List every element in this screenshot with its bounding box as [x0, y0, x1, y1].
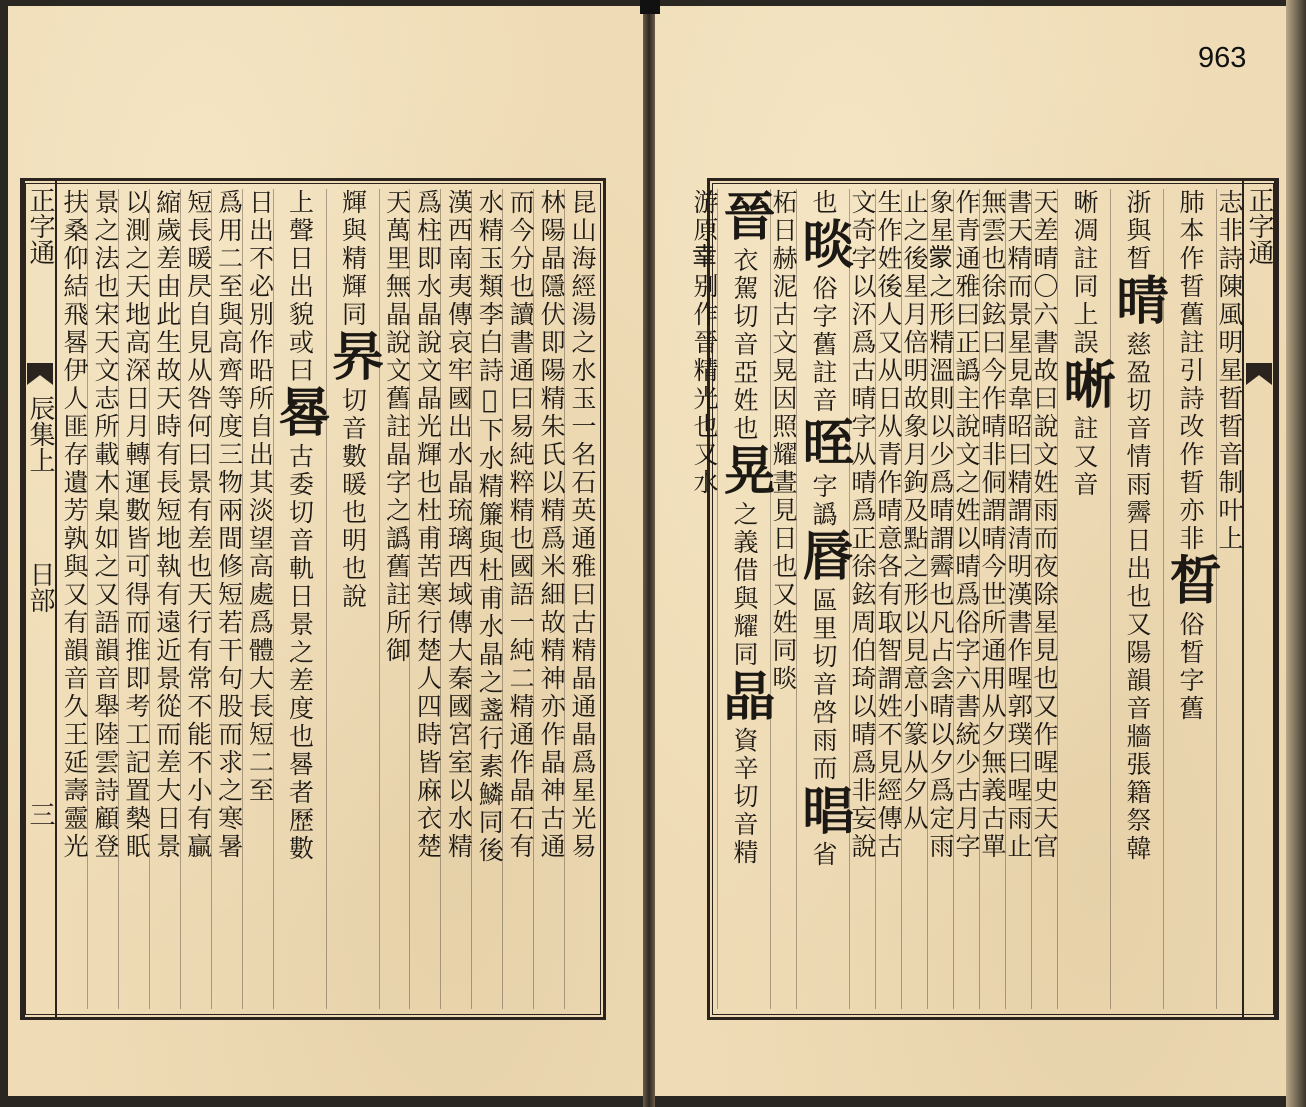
headword: 晰 [1054, 357, 1115, 415]
text-run: 字譌 [809, 473, 838, 529]
text-column [379, 189, 410, 1009]
text-run: 爲用二至與高齊等度三物兩間修短若干句股而求之寒暑 [214, 189, 244, 861]
text-run: 晶字之譌舊註所御 [382, 441, 412, 665]
text-run: 晝見日也又姓 [769, 469, 798, 637]
text-run: 無雲也徐鉉曰今作晴非侗謂晴今世所通用从夕無義古單 [978, 189, 1007, 861]
headword: 昦 [322, 329, 384, 387]
text-column [269, 189, 331, 1009]
book-gutter [643, 0, 655, 1107]
text-column [322, 189, 384, 1009]
text-run: 而今分也讀書通曰易純粹精也國語一純二精通作晶石有 [506, 189, 536, 861]
text-run: 林陽晶隱伏即陽精朱氏以精爲米細故精神亦作晶神古通 [537, 189, 567, 861]
text-column [901, 189, 927, 1009]
right-text-frame [690, 178, 1279, 1020]
text-column [87, 189, 118, 1009]
headword: 晱 [793, 217, 854, 275]
text-column [1054, 189, 1115, 1009]
text-run: 短長暖昃自見从咎何曰景有差也天行有常不能不小有贏 [183, 189, 213, 861]
text-run: 輝與精輝同 [338, 189, 368, 329]
text-run: 切音數暖也明也說 [338, 387, 368, 611]
text-run: 註同上誤 [1070, 245, 1099, 357]
text-run: 古委切音軌日景之差度也晷者歷數 [285, 443, 315, 863]
text-column [1031, 189, 1057, 1009]
text-run: 同晱 [769, 637, 798, 693]
text-run: 日出不必別作㫟所自出其淡望高處爲體大長短二至 [245, 189, 275, 805]
text-column [149, 189, 180, 1009]
text-column [979, 189, 1005, 1009]
headword: 晉 [714, 189, 775, 247]
text-run: 註又音 [1070, 415, 1099, 499]
text-column [849, 189, 875, 1009]
text-run: 省 [809, 841, 838, 869]
text-column [1160, 189, 1221, 1009]
text-column [533, 189, 567, 1009]
headword: 晳 [1160, 553, 1221, 611]
text-column [211, 189, 242, 1009]
text-run: 以測之天地高深日月轉運數皆可得而推即考工記置槷眂 [121, 189, 151, 861]
text-run: 上聲日出貌或曰 [285, 189, 315, 385]
text-run: 止之後星月倍明故象月鉤及點之形以見意小篆从夕从 [900, 189, 929, 833]
text-run: 漢西南夷傳哀牢國出水晶琉璃西域傳大秦國宮室以水精 [444, 189, 474, 861]
text-column [1107, 189, 1168, 1009]
text-run: 俗晳字舊 [1176, 611, 1205, 723]
text-column [770, 189, 796, 1009]
text-run: 柘日赫泥 [769, 189, 798, 301]
left-text-columns [57, 189, 595, 1009]
text-run: 書天精而景星見韋昭曰精謂清明漢書作暒郭璞曰暒雨止 [1004, 189, 1033, 861]
text-run: 浙與晳 [1123, 189, 1152, 273]
text-run: 水精玉類李白詩𨚑下水精簾與杜甫水晶之盞行素鱗同後 [475, 189, 505, 865]
book-title-label: 正字通 [1244, 187, 1274, 265]
headword: 晿 [793, 783, 854, 841]
text-column [1216, 189, 1242, 1009]
text-column [564, 189, 595, 1009]
text-column [57, 189, 90, 1009]
text-run: 游原𦍒别作晉 [690, 189, 719, 357]
text-column [242, 189, 273, 1009]
text-column [471, 189, 505, 1009]
text-run: 精光也又水 [690, 357, 719, 497]
radical-label: 日部 [25, 561, 55, 613]
text-column [180, 189, 211, 1009]
text-run: 資辛切音精 [730, 727, 759, 867]
text-run: 古文晃因照耀 [769, 301, 798, 469]
text-column [927, 189, 953, 1009]
text-column [118, 189, 149, 1009]
text-run: 肺本作晢舊註引詩改作晢亦非 [1176, 189, 1205, 553]
text-column [440, 189, 474, 1009]
text-run: 縮歲差由此生故天時有長短地執有遠近景從而差大日景 [152, 189, 182, 861]
text-run: 生作姓後人又从日从青作晴意各有取智謂姓不見經傳古 [874, 189, 903, 861]
text-run: 昆山海經湯之水玉一名石英通雅曰古精晶通晶爲星光易 [568, 189, 597, 861]
spine-top-mark [640, 0, 660, 14]
right-text-columns [690, 189, 1244, 1009]
text-run: 天差晴〇六書故曰說文姓雨而夜除星見也又作暒史天官 [1030, 189, 1059, 861]
text-run: 作青通雅曰正譌主說文之姓以晴爲俗字六書統少古月字 [952, 189, 981, 861]
text-run: 慈盈切音情雨霽日出也又陽韻音牆張籍祭韓 [1123, 331, 1152, 863]
headword: 㫳 [793, 529, 854, 587]
text-run: 衣駕切音亞姓也 [730, 247, 759, 443]
text-run: 之義借與耀同 [730, 501, 759, 669]
headword: 晶 [714, 669, 775, 727]
headword: 晃 [714, 443, 775, 501]
left-text-frame [20, 178, 606, 1020]
text-column [409, 189, 443, 1009]
leaf-number: 三 [25, 801, 55, 827]
text-run: 區里切音啓雨而 [809, 587, 838, 783]
text-run: 景之法也宋天文志所載木臬如之又語韻音舉陸雲詩顧登 [90, 189, 120, 861]
headword: 晷 [269, 385, 331, 443]
headword: 晴 [1107, 273, 1168, 331]
book-title-label: 正字通 [25, 187, 55, 265]
block-heart-right [1242, 181, 1276, 1017]
text-run: 晰凋 [1070, 189, 1099, 245]
text-run: 扶桑仰結飛晷伊人匪存遺芳孰與又有韻音久王延壽靈光 [60, 189, 90, 861]
text-run: 天萬里無晶說文舊註 [382, 189, 412, 441]
text-column [793, 189, 854, 1009]
text-run: 志非詩陳風明星晢晢音制叶上 [1215, 189, 1244, 553]
section-label: 辰集上 [25, 395, 55, 473]
text-column [502, 189, 536, 1009]
fish-tail-mark [1246, 363, 1272, 385]
text-column [953, 189, 979, 1009]
text-run: 爲柱即水晶說文晶光輝也杜甫苦寒行楚人四時皆麻衣楚 [413, 189, 443, 861]
fish-tail-mark [27, 363, 53, 385]
page-edge-shadow [1286, 0, 1306, 1107]
page-number: 963 [1198, 42, 1247, 74]
block-heart-left [23, 181, 57, 1017]
text-column [875, 189, 901, 1009]
text-run: 象星𫎇之形精溫則以少爲晴謂霽也凡占侌晴以夕爲定雨 [926, 189, 955, 861]
text-run: 俗字舊註音 [809, 275, 838, 415]
text-column [692, 189, 717, 1009]
text-column [714, 189, 775, 1009]
text-column [1005, 189, 1031, 1009]
headword: 晊 [793, 415, 854, 473]
text-run: 文奇字以㳅爲古晴字从晴爲正徐鉉周伯琦以晴爲非妄說 [848, 189, 877, 861]
text-run: 也 [809, 189, 838, 217]
